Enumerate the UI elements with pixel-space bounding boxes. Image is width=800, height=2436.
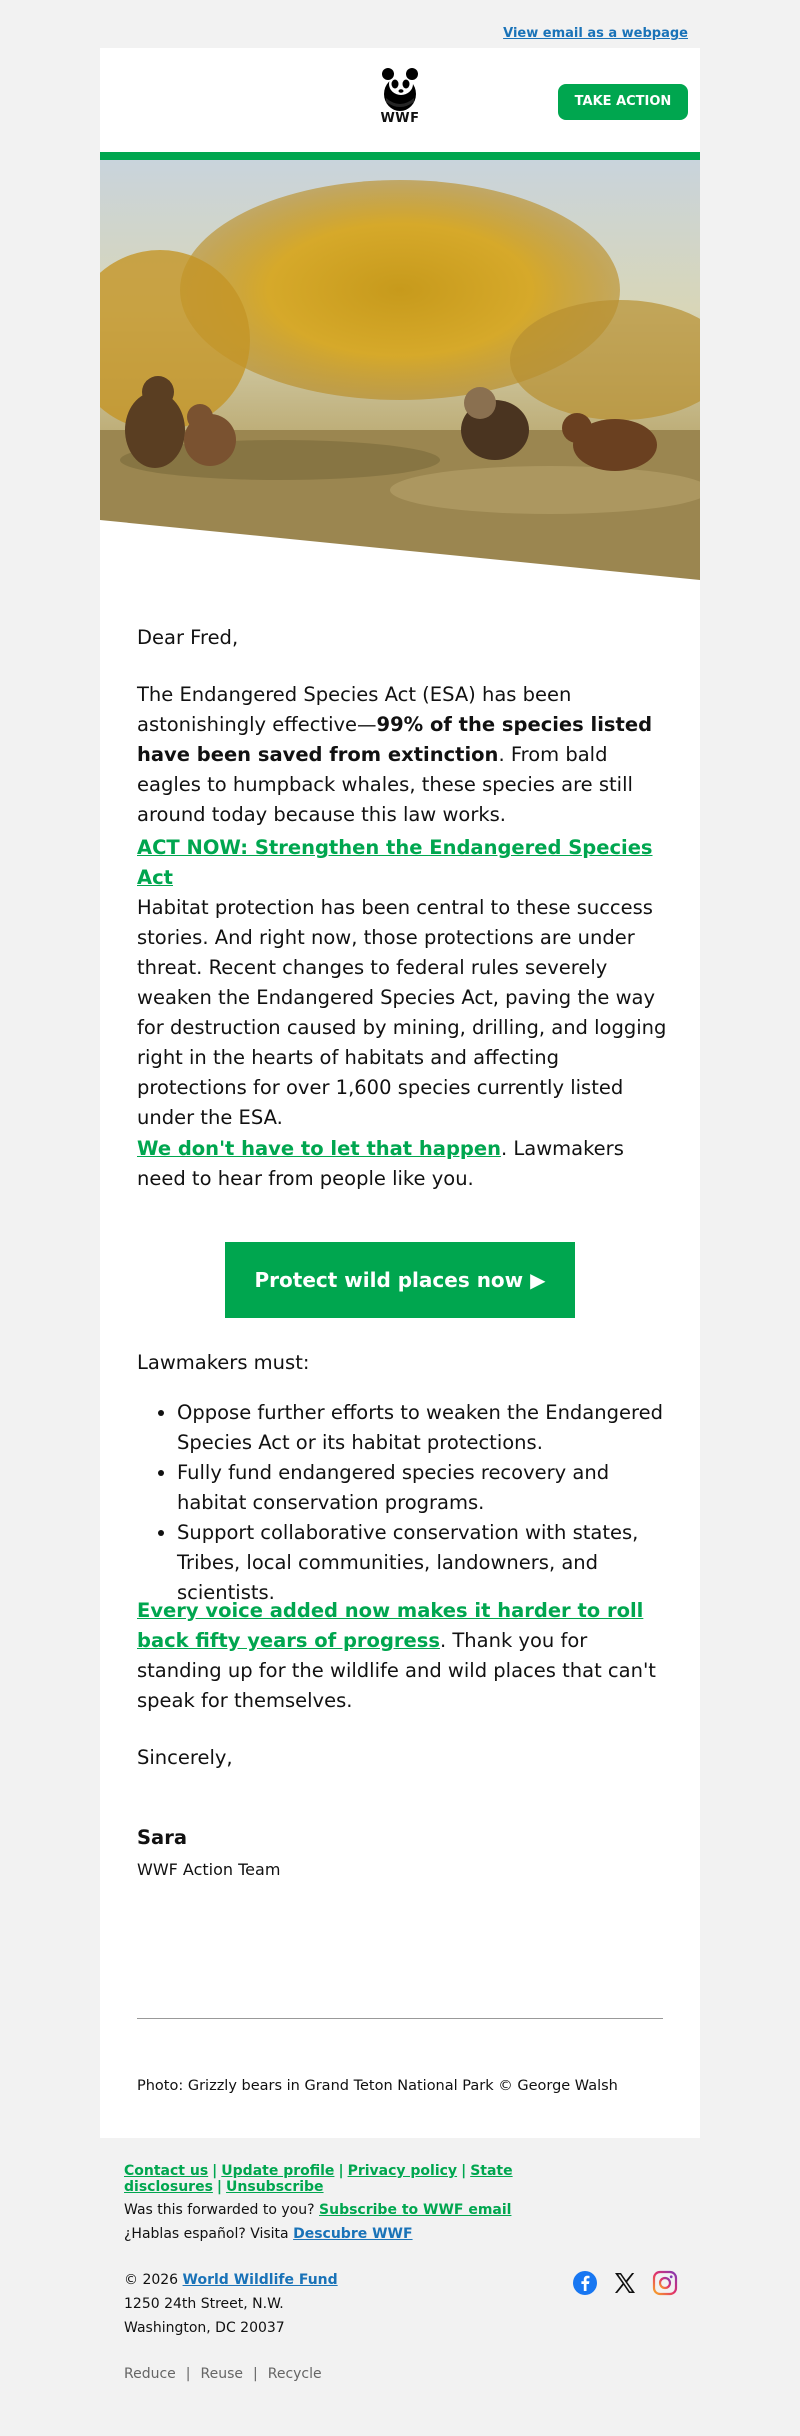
content-divider — [137, 2018, 663, 2019]
paragraph-closing: Every voice added now makes it harder to roll back fifty years of progress. Thank you for standing up for the wildlife and wild places that can't speak for themselves. — [137, 1599, 656, 1712]
wwf-logo[interactable] — [370, 68, 430, 126]
list-item: • Oppose further efforts to weaken the Endangered Species Act or its habitat protections. — [177, 1398, 667, 1458]
lawmakers-intro: Lawmakers must: — [137, 1351, 310, 1374]
paragraph-habitat: Habitat protection has been central to these success stories. And right now, those protections are under threat. Recent changes to federal rules severely weaken the Endangered Species Act, paving the way for destruction caused by mining, drilling, and logging right in the hearts of habitats and affecting protections for over 1,600 species currently listed under the ESA. — [137, 896, 667, 1129]
logo-text: WWF — [380, 111, 420, 126]
dont-let-happen-link[interactable]: We don't have to let that happen — [137, 1137, 501, 1160]
footer-links: Contact us | Update profile | Privacy policy | State disclosures | Unsubscribe — [124, 2163, 513, 2195]
signer-name: Sara — [137, 1826, 187, 1849]
footer-slogan: Reduce | Reuse | Recycle — [124, 2366, 322, 2382]
list-item: • Fully fund endangered species recovery and habitat conservation programs. — [177, 1458, 667, 1518]
sign-off: Sincerely, — [137, 1746, 233, 1769]
email-card — [100, 48, 700, 2138]
privacy-policy-link[interactable]: Privacy policy — [347, 2163, 458, 2179]
state-disclosures-link[interactable]: State disclosures — [124, 2163, 513, 2195]
photo-caption: Photo: Grizzly bears in Grand Teton National Park © George Walsh — [137, 2078, 618, 2094]
instagram-icon[interactable] — [652, 2270, 678, 2296]
greeting: Dear Fred, — [137, 626, 239, 649]
act-now-link[interactable]: ACT NOW: Strengthen the Endangered Species Act — [137, 836, 653, 889]
footer-address-1: 1250 24th Street, N.W. — [124, 2296, 284, 2312]
unsubscribe-link[interactable]: Unsubscribe — [226, 2179, 324, 2195]
footer-spanish: ¿Hablas español? Visita Descubre WWF — [124, 2226, 413, 2242]
header-divider — [100, 152, 700, 160]
footer-address-2: Washington, DC 20037 — [124, 2320, 285, 2336]
facebook-icon[interactable] — [572, 2270, 598, 2296]
every-voice-link[interactable]: Every voice added now makes it harder to roll back fifty years of progress — [137, 1599, 644, 1652]
x-icon[interactable] — [612, 2270, 638, 2296]
hero-image — [100, 160, 700, 588]
email-header — [100, 48, 700, 152]
take-action-button[interactable]: TAKE ACTION — [558, 84, 688, 120]
list-item: • Support collaborative conservation with states, Tribes, local communities, landowners, and scientists. — [177, 1518, 667, 1608]
lawmakers-list — [137, 1398, 667, 1608]
paragraph-lawmakers: We don't have to let that happen. Lawmakers need to hear from people like you. — [137, 1137, 624, 1190]
contact-us-link[interactable]: Contact us — [124, 2163, 209, 2179]
footer-subscribe: Was this forwarded to you? Subscribe to WWF email — [124, 2202, 512, 2218]
subscribe-link[interactable]: Subscribe to WWF email — [319, 2202, 512, 2218]
descubre-wwf-link[interactable]: Descubre WWF — [293, 2226, 413, 2242]
update-profile-link[interactable]: Update profile — [221, 2163, 335, 2179]
protect-wild-places-button[interactable]: Protect wild places now ▶ — [225, 1242, 575, 1318]
paragraph-esa-intro: The Endangered Species Act (ESA) has been astonishingly effective—99% of the species listed have been saved from extinction. From bald eagles to humpback whales, these species are still around today because this law works. — [137, 683, 653, 826]
world-wildlife-fund-link[interactable]: World Wildlife Fund — [182, 2272, 338, 2288]
view-as-webpage-link[interactable]: View email as a webpage — [503, 26, 688, 41]
panda-logo-icon — [378, 68, 422, 112]
signer-team: WWF Action Team — [137, 1860, 281, 1879]
footer-copyright: © 2026 World Wildlife Fund — [124, 2272, 338, 2288]
